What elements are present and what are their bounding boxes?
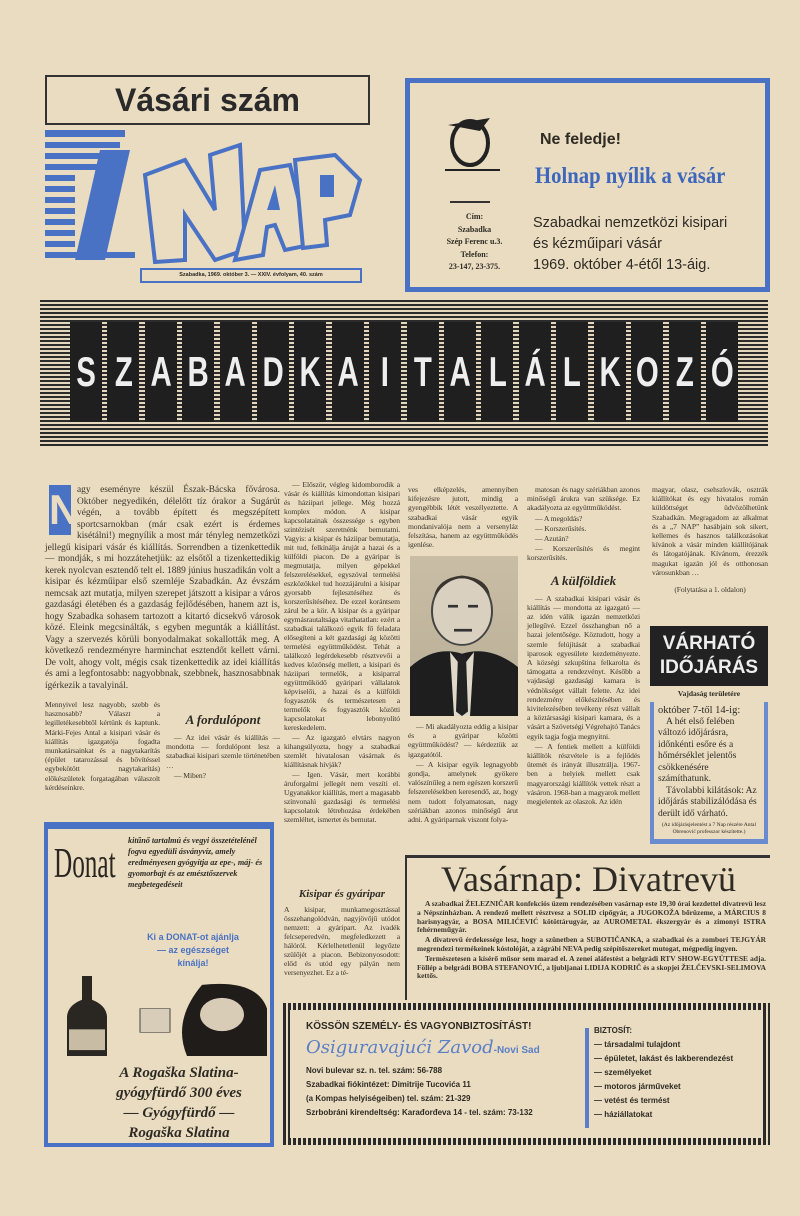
address-line: Telefon:: [460, 249, 489, 259]
paragraph: — Miben?: [174, 770, 206, 780]
banner-letter: I: [381, 348, 390, 395]
banner-letter: L: [563, 348, 582, 395]
paragraph: A szabadkai ŽELEZNIČAR konfekciós üzem rendezésében vasárnap este 19,30 órai kezdettel divatrevü lesz a Népszínházban. A rendező mellett résztvesz a SOLID cipőgyár, a JUGOKOŽA bőrüzeme, a MÁRCIUS 8 harisnyagyár, a BOSA MILIĆEVIĆ kötöttárugyár, az AUROMETAL ékszergyár és a zimonyi ISTRA fehérneműgyár.: [417, 899, 766, 935]
fair-line: és kézműipari vásár: [533, 236, 662, 252]
slogan-line: kínálja!: [177, 958, 209, 968]
article-column-3: ves elképzelés, amennyiben kifejezésre jutott, mindig a gyengébbik létét veszélyeztette. A szabadkai vásár egyik mondanivalója nem a versenyláz felszítása, hanem az együttműködés igenlése.: [408, 485, 518, 550]
address-line: 23-147, 23-375.: [448, 262, 501, 271]
divider: [450, 201, 490, 203]
insurance-advertisement: [283, 1003, 770, 1145]
column-continuation: [166, 700, 280, 704]
kisipar-section: [284, 886, 400, 977]
footer-line: — Gyógyfürdő —: [123, 1105, 235, 1121]
title-banner: [40, 300, 768, 446]
donat-bottle-and-woman-image: [62, 973, 272, 1059]
banner-letter: K: [599, 348, 621, 395]
insurance-left: [306, 1020, 580, 1120]
lead-text: agy eseményre készül Észak-Bácska fővárosa. Október negyedikén, délelőtt tíz órakor a Sugárút végén, a tovább épített és megszépített sportcsarnokban (már csak ezért is érdemes kisétálni!) megnyílik a most már tényleg nemzetközi jellegű kisipari vásár és kiállítás. Sorrendben a tizenkettedik — mondják, s mi hozzátehetjük: az elsőtől a tizenkettedikig kerek nyolcvan esztendő telt el. 1889 június huszadikán volt a kisipar és kézműipar első szemléje Szabadkán. Az évszám nemcsak azt mutatja, milyen szerepet játszott a kisipar a város gazdasági életében és a gazdaság fejlődésében, hanem azt is, hogy Szabadka sohasem tartozott a kitartó dicsekvő városok közé. Eleink megcsinálták, s egyben megunták a kiállítást. Vagy a szervezés körüli bonyodalmakat sokallották meg. A következő rendezményre harminchat esztendőt kellett várni. De volt, ahogy volt, mégis csak tizenkettedik az idei kiállítás és ami a legfontosabb: nagyobbnak, szebbnek, hasznosabbnak ígérkezik a tavalyinál.: [45, 485, 280, 691]
paragraph: — Mi akadályozta eddig a kisipar és a gyáripar közötti együttműködést? — kérdeztük az igazgatótól.: [408, 722, 518, 759]
weather-body: [650, 702, 768, 844]
address-line: Szép Ferenc u.3.: [446, 237, 503, 246]
article-headline: Vasárnap: Divatrevü: [441, 859, 736, 899]
divider: [585, 1028, 589, 1128]
paragraph: A kisipar, munkamegosztással összehangolódván, nagyjövőjű utódot nemzett: a gyáripart. Az ivadék felcseperedvén, megfeledkezett a hálóról. Kérlelhetetlenül legyőzte szülőjét a piacon. Bebizonyosodott: előd és utód egy pályán nem versenyezhet. Ez a té-: [284, 905, 400, 977]
article-column-3-bottom: [408, 722, 518, 825]
article-column-5: [652, 485, 768, 594]
weather-title-line: VÁRHATÓ: [662, 633, 756, 654]
donat-claim: kitűnő tartalmú és vegyi összetételénél fogva egyedüli ásványvíz, amely eredményesen gyógyítja az epe-, máj- és gyomorbajt és az emésztőszervek megbetegedéseit: [128, 836, 263, 889]
insures-item: — vetést és termést: [594, 1096, 670, 1105]
banner-letter: Z: [114, 348, 133, 395]
paragraph: — Az igazgató elvtárs nagyon kihangsúlyozta, hogy a szabadkai szemlét hivatalosan vásárnak és kiállításnak hívják?: [284, 733, 400, 769]
banner-letter: D: [262, 348, 284, 395]
weather-forecast: [650, 626, 768, 844]
fair-line: Szabadkai nemzetközi kisipari: [533, 215, 728, 231]
article-column: Mennyivel lesz nagyobb, szebb és hasznosabb? Választ a legilletékesebbtől kértünk és kaptunk. Márki-Fejes Antal a kisipari vásár és kiállítás igazgatója fogadta munkatársainkat és a nagytakarítás (épület tatarozással és bővítéssel egybekötött nagytakarítás) előkészületek forgatagában válaszolt kérdéseinkre.: [45, 700, 160, 792]
banner-letter: A: [225, 348, 247, 395]
dateline: Szabadka, 1969. október 3. — XXIV. évfolyam, 40. szám: [140, 268, 362, 283]
paragraph: — Az idei vásár és kiállítás — mondotta — fordulópont lesz a szabadkai kisipari szemle történetében …: [166, 733, 280, 770]
fair-notice-box: [405, 78, 770, 292]
banner-letter: A: [150, 348, 172, 395]
banner-letter: A: [337, 348, 359, 395]
contact-line: Novi bulevar sz. n. tel. szám: 56-788: [306, 1066, 443, 1075]
banner-letter: T: [413, 348, 432, 395]
insurance-right: [594, 1024, 733, 1122]
banner-letter: S: [76, 348, 96, 395]
insures-item: — háziállatokat: [594, 1110, 653, 1119]
fordulopont-section: [166, 700, 280, 781]
banner-letter: Á: [524, 348, 546, 395]
banner-letter: Z: [675, 348, 694, 395]
banner-letter: A: [449, 348, 471, 395]
director-photo: [410, 556, 518, 716]
weather-credit: (Az időjárásjelentést a 7 Nap részére Antal Obrenović professzor készítette.): [661, 822, 757, 835]
paragraph: — A szabadkai kisipari vásár és kiállítás — mondotta az igazgató — az idén válik igazán nemzetközi jellegűvé. Ezzel összhangban nő a hazai jelentősége. Köztudott, hogy a szemle felújítását a szabadkai iparosok egyesülete kezdeményezte. A községi szkupština felkarolta és támogatta a rendezvényt. Később a vajdasági gazdasági kamara is védnökséget vállalt felette. Az idei rendezmény előkészítésében és kivitelezésében tevékeny részt vállalt a köztársasági kisipari kamara, és a vásárt a Szövetségi Végrehajtó Tanács egyik tagja fogja megnyitni.: [527, 593, 640, 741]
footer-line: Rogaška Slatina: [128, 1125, 230, 1141]
headline: Holnap nyílik a vásár: [535, 163, 726, 188]
edition-label: Vásári szám: [45, 75, 370, 125]
insures-item: — társadalmi tulajdont: [594, 1040, 681, 1049]
insures-item: — épületet, lakást és lakberendezést: [594, 1054, 734, 1063]
paragraph: matosan és nagy szériákban azonos minőségű árukra van szüksége. Ez akadályozta az együttműködést.: [527, 485, 640, 513]
insures-item: — személyeket: [594, 1068, 652, 1077]
paragraph: — Azután?: [535, 534, 569, 544]
weather-period: október 7-től 14-ig:: [658, 705, 741, 716]
subheading: A külföldiek: [550, 572, 617, 588]
weather-title: [650, 626, 768, 686]
banner-letter: L: [488, 348, 507, 395]
banner-letter: B: [187, 348, 209, 395]
footer-line: A Rogaška Slatina-: [119, 1065, 239, 1081]
donat-advertisement: [44, 822, 274, 1147]
paragraph: — Igen. Vásár, mert korábbi áruforgalmi jellegét nem veszíti el. Ugyanakkor kiállítás, mert a magasabb színvonalú gazdasági és termelési kapcsolatok létrehozása érdekében szemléltet, ismertet és bemutat.: [284, 770, 400, 824]
banner-letters: [70, 322, 738, 422]
contact-line: Szrbobráni kirendeltség: Karađorđeva 14 - tel. szám: 73-132: [306, 1108, 533, 1117]
reminder-text: Ne feledje!: [540, 131, 621, 148]
banner-letter: K: [299, 348, 322, 395]
insures-title: BIZTOSÍT:: [594, 1026, 633, 1035]
donat-slogan: [128, 931, 258, 970]
insurance-headline: KÖSSÖN SZEMÉLY- ÉS VAGYONBIZTOSÍTÁST!: [306, 1021, 532, 1032]
newspaper-logo: [45, 130, 365, 285]
address-block: [432, 211, 517, 274]
contact-line: (a Kompas helyiségeiben) tel. szám: 21-329: [306, 1094, 471, 1103]
footer-line: gyógyfürdő 300 éves: [116, 1085, 242, 1101]
drop-cap: N: [49, 486, 80, 533]
paragraph: — A fentiek mellett a külföldi kiállítók részvétele is a fejlődés ütemét és irányát illusztrálja. 1967-ben a helyiek mellett csak magyarországi kiállítók vettek részt a vásáron. 1968-ban a magyarok mellett megjelentek az olaszok. Az idén: [527, 741, 641, 807]
fair-details: [533, 213, 727, 276]
portrait-image: [410, 556, 518, 716]
paragraph: — A megoldás?: [535, 513, 583, 523]
address-line: Szabadka: [457, 224, 492, 234]
paragraph: Természetesen a kísérő műsor sem marad el. A zenei aláfestést a belgrádi RTV SHOW-EGYÜTTESE adja. Föllép a belgrádi BOBA STEFANOVIĆ, a ljubljanai LIDIJA KODRIČ és a skopjei ŽELČEVSKI-SELIMOVA kettős.: [417, 953, 766, 981]
paragraph: — Először, végleg kidomborodik a vásár és kiállítás kimondottan kisipari és háziipari jellege. Még hozzá komplex módon. A kisipar kapcsolatainak összessége s egyben szintézisét szeretnénk bemutatni. Vagyis: a kisipar és háziipar bemutatja, mit tud, felkínálja áruját a hazai és a külföldi piacon. De a gyáripar is megmutatja, milyen gépekkel felszerelésekkel, egyszóval termelési eszközökkel tud hozzájárulni a kisipar gyorsabb fejlesztéséhez és korszerűsítéséhez. De ezzel korántsem zárul be a kör. A kisipar és a gyáripar egymásrautaltsága vitathatatlan: ezért a szabadkai találkozó egyik fő feladata elősegíteni a két gazdasági ág közötti termelési együttműködést. Tehát a találkozó legérdekesebb résztvevői a kedves közönség mellett, a kisipari és háziipari termelők, a kisiparral együttműködő gyáripari vállalatok képviselői, a hazai és a külföldi fogyasztók és természetesen a termelők és fogyasztók közötti kapcsolatokat lebonyolító kereskedelem.: [284, 480, 400, 732]
donat-footer: [88, 1063, 270, 1143]
insures-item: — motoros járműveket: [594, 1082, 681, 1091]
article-column-2: [284, 480, 400, 825]
fashion-show-article: [405, 855, 770, 1000]
paragraph: — Korszerűsítés és megint korszerűsítés.: [527, 544, 640, 563]
slogan-line: Ki a DONAT-ot ajánlja: [147, 932, 239, 942]
7-nap-logo-graphic: [45, 130, 365, 285]
company-logo: Osiguravajući Zavod: [306, 1037, 494, 1058]
contact-line: Szabadkai fiókintézet: Dimitrije Tucovića 11: [306, 1080, 471, 1089]
fair-emblem-icon: [440, 113, 500, 173]
paragraph: A divatrevü érdekessége lesz, hogy a szünetben a SUBOTIČANKA, a szabadkai és a zombori TEJGYÁR megrendezi termékeinek kóstolóját, a zágrábi NEVA pedig szépítőszereket mutogat, mégpedig ingyen.: [417, 935, 766, 953]
banner-letter: Ó: [710, 348, 734, 395]
fair-line: 1969. október 4-étől 13-áig.: [533, 257, 711, 273]
donat-brand: Donat: [54, 841, 116, 887]
subheading: Kisipar és gyáripar: [298, 888, 386, 900]
address-line: Cím:: [465, 212, 484, 221]
continuation-note: (Folytatása a 1. oldalon): [674, 585, 746, 595]
subheading: A fordulópont: [185, 712, 261, 727]
weather-outlook: Távolabbi kilátások: Az időjárás stabilizálódása és derült idő várható.: [658, 785, 757, 819]
banner-letter: O: [635, 348, 659, 395]
weather-text: A hét első felében változó időjárásra, időnkénti esőre és a hőmérséklet jelentős csökkenésére számíthatunk.: [658, 716, 737, 784]
paragraph: — A kisipar egyik legnagyobb gondja, amelynek gyökere valószínűleg a nem egészen korszerű felszerelésekben keresendő, az, hogy nem tudott folyamatosan, nagy szériákban azonos minőségű árut adni. A gyáriparnak viszont folya-: [408, 759, 518, 825]
slogan-line: — az egészséget: [156, 945, 230, 955]
lead-article: [45, 485, 280, 692]
paragraph: magyar, olasz, csehszlovák, osztrák kiállítókat és egy hivatalos román küldöttséget üdvözölhetünk Szabadkán. Megragadom az alkalmat és a „7 NAP” hasábjain sok sikert, kellemes és hasznos találkozásokat kívánok a vásár minden kiállítójának és látogatójának. Kívánom, érezzék magukat igazán jól és otthonosan városunkban …: [652, 485, 768, 577]
paragraph: — Korszerűsítés.: [535, 523, 587, 533]
company-city: -Novi Sad: [493, 1045, 540, 1056]
weather-title-line: IDŐJÁRÁS: [659, 657, 759, 678]
article-column-4: [527, 485, 640, 807]
weather-region: Vajdaság területére: [677, 689, 741, 698]
